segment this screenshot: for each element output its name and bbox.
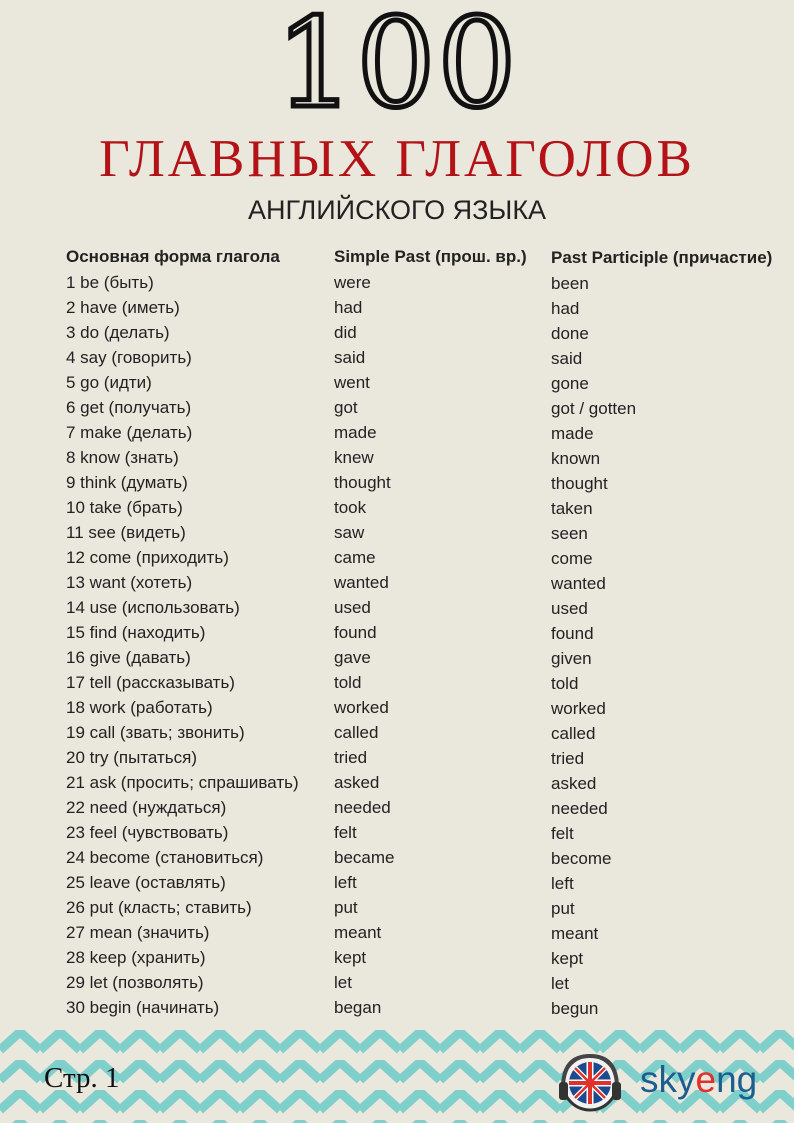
page-title: ГЛАВНЫХ ГЛАГОЛОВ: [99, 130, 695, 188]
base-form-cell: 4 say (говорить): [66, 348, 192, 367]
base-form-cell: 1 be (быть): [66, 273, 154, 292]
past-participle-cell: used: [551, 599, 588, 618]
base-form-cell: 16 give (давать): [66, 648, 191, 667]
past-participle-cell: kept: [551, 949, 584, 968]
base-form-cell: 20 try (пытаться): [66, 748, 198, 767]
brand-part-y: e: [695, 1059, 717, 1100]
base-form-cell: 18 work (работать): [66, 698, 213, 717]
past-participle-cell: worked: [551, 699, 606, 718]
simple-past-cell: worked: [334, 698, 389, 717]
past-participle-cell: told: [551, 674, 579, 693]
simple-past-cell: kept: [334, 948, 367, 967]
brand-part-sky: sky: [640, 1059, 696, 1100]
past-participle-cell: left: [551, 874, 574, 893]
column-header-base-form: Основная форма глагола: [66, 247, 280, 266]
brand-part-ng: ng: [716, 1059, 758, 1100]
simple-past-cell: felt: [334, 823, 357, 842]
base-form-cell: 3 do (делать): [66, 323, 170, 342]
base-form-cell: 27 mean (значить): [66, 923, 210, 942]
past-participle-cell: said: [551, 349, 583, 368]
base-form-cell: 2 have (иметь): [66, 298, 180, 317]
past-participle-cell: tried: [551, 749, 585, 768]
base-form-cell: 9 think (думать): [66, 473, 188, 492]
past-participle-cell: gone: [551, 374, 589, 393]
base-form-cell: 25 leave (оставлять): [66, 873, 226, 892]
simple-past-cell: got: [334, 398, 358, 417]
past-participle-cell: become: [551, 849, 612, 868]
simple-past-cell: found: [334, 623, 377, 642]
simple-past-cell: went: [334, 373, 370, 392]
past-participle-cell: wanted: [551, 574, 606, 593]
past-participle-cell: needed: [551, 799, 608, 818]
simple-past-cell: did: [334, 323, 357, 342]
base-form-cell: 22 need (нуждаться): [66, 798, 227, 817]
simple-past-cell: called: [334, 723, 379, 742]
title-number: 100: [275, 0, 519, 136]
base-form-cell: 12 come (приходить): [66, 548, 229, 567]
simple-past-cell: began: [334, 998, 382, 1017]
skyeng-brand-name: [640, 1058, 757, 1102]
column-header-past-participle: Past Participle (причастие): [551, 248, 773, 267]
past-participle-cell: got / gotten: [551, 399, 637, 418]
simple-past-cell: tried: [334, 748, 368, 767]
simple-past-cell: put: [334, 898, 358, 917]
column-simple-past: [334, 245, 527, 1020]
past-participle-cell: let: [551, 974, 569, 993]
page-number: Стр. 1: [44, 1062, 120, 1094]
base-form-cell: 10 take (брать): [66, 498, 183, 517]
base-form-cell: 13 want (хотеть): [66, 573, 193, 592]
column-base-form: [66, 245, 299, 1020]
past-participle-cell: begun: [551, 999, 599, 1018]
base-form-cell: 26 put (класть; ставить): [66, 898, 252, 917]
base-form-cell: 19 call (звать; звонить): [66, 723, 245, 742]
simple-past-cell: made: [334, 423, 377, 442]
base-form-cell: 29 let (позволять): [66, 973, 204, 992]
column-header-simple-past: Simple Past (прош. вр.): [334, 247, 527, 266]
base-form-cell: 7 make (делать): [66, 423, 193, 442]
base-form-cell: 30 begin (начинать): [66, 998, 220, 1017]
past-participle-cell: asked: [551, 774, 597, 793]
simple-past-cell: thought: [334, 473, 391, 492]
simple-past-cell: became: [334, 848, 395, 867]
past-participle-cell: been: [551, 274, 589, 293]
past-participle-cell: done: [551, 324, 589, 343]
past-participle-cell: had: [551, 299, 580, 318]
past-participle-cell: put: [551, 899, 575, 918]
past-participle-cell: seen: [551, 524, 588, 543]
simple-past-cell: told: [334, 673, 362, 692]
base-form-cell: 24 become (становиться): [66, 848, 264, 867]
past-participle-cell: given: [551, 649, 592, 668]
simple-past-cell: wanted: [334, 573, 389, 592]
past-participle-cell: known: [551, 449, 601, 468]
simple-past-cell: said: [334, 348, 366, 367]
past-participle-cell: taken: [551, 499, 593, 518]
base-form-cell: 8 know (знать): [66, 448, 179, 467]
column-past-participle: [551, 246, 772, 1021]
simple-past-cell: came: [334, 548, 376, 567]
simple-past-cell: were: [334, 273, 371, 292]
base-form-cell: 28 keep (хранить): [66, 948, 206, 967]
past-participle-cell: thought: [551, 474, 608, 493]
simple-past-cell: gave: [334, 648, 371, 667]
simple-past-cell: used: [334, 598, 371, 617]
past-participle-cell: come: [551, 549, 593, 568]
past-participle-cell: felt: [551, 824, 574, 843]
base-form-cell: 15 find (находить): [66, 623, 206, 642]
page-subtitle: АНГЛИЙСКОГО ЯЗЫКА: [247, 195, 547, 225]
base-form-cell: 5 go (идти): [66, 373, 152, 392]
simple-past-cell: saw: [334, 523, 365, 542]
simple-past-cell: left: [334, 873, 357, 892]
simple-past-cell: had: [334, 298, 363, 317]
base-form-cell: 17 tell (рассказывать): [66, 673, 235, 692]
base-form-cell: 23 feel (чувствовать): [66, 823, 229, 842]
simple-past-cell: asked: [334, 773, 380, 792]
base-form-cell: 21 ask (просить; спрашивать): [66, 773, 299, 792]
base-form-cell: 6 get (получать): [66, 398, 192, 417]
simple-past-cell: let: [334, 973, 352, 992]
simple-past-cell: needed: [334, 798, 391, 817]
simple-past-cell: took: [334, 498, 367, 517]
past-participle-cell: found: [551, 624, 594, 643]
past-participle-cell: meant: [551, 924, 599, 943]
past-participle-cell: called: [551, 724, 596, 743]
simple-past-cell: meant: [334, 923, 382, 942]
past-participle-cell: made: [551, 424, 594, 443]
simple-past-cell: knew: [334, 448, 374, 467]
base-form-cell: 11 see (видеть): [66, 523, 186, 542]
base-form-cell: 14 use (использовать): [66, 598, 240, 617]
